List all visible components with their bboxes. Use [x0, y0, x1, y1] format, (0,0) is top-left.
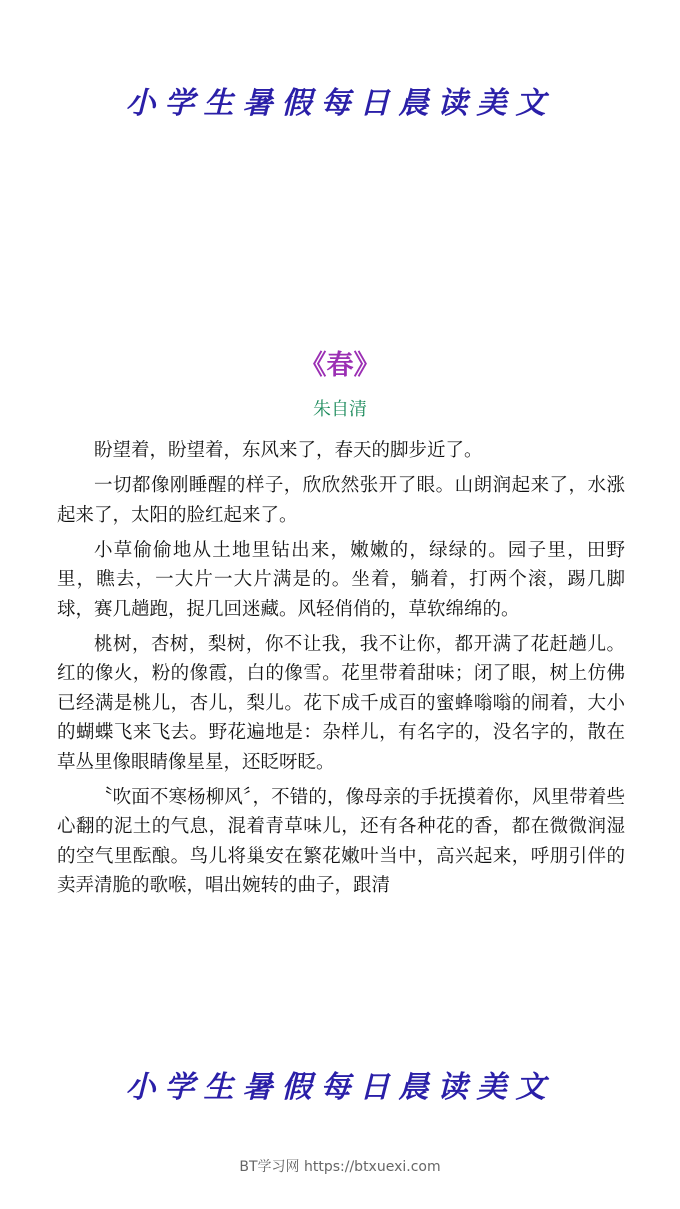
paragraph-2: 一切都像刚睡醒的样子，欣欣然张开了眼。山朗润起来了，水涨起来了，太阳的脸红起来了。 [57, 475, 625, 526]
site-footer-link[interactable]: BT学习网 https://btxuexi.com [239, 1159, 441, 1175]
paragraph-4: 桃树，杏树，梨树，你不让我，我不让你，都开满了花赶趟儿。红的像火，粉的像霞，白的像雪。花里带着甜味；闭了眼，树上仿佛已经满是桃儿，杏儿，梨儿。花下成千成百的蜜蜂嗡嗡的闹着，大小的蝴蝶飞来飞去。野花遍地是：杂样儿，有名字的，没名字的，散在草丛里像眼睛像星星，还眨呀眨。 [57, 633, 625, 773]
article-body [57, 436, 625, 906]
paragraph-5: 〝吹面不寒杨柳风〞，不错的，像母亲的手抚摸着你，风里带着些心翻的泥土的气息，混着青草味儿，还有各种花的香，都在微微润湿的空气里酝酿。鸟儿将巢安在繁花嫩叶当中，高兴起来，呼朋引伴的卖弄清脆的歌喉，唱出婉转的曲子，跟清 [57, 786, 625, 897]
article-author: 朱自清 [313, 399, 367, 420]
paragraph-1: 盼望着，盼望着，东风来了，春天的脚步近了。 [94, 440, 483, 461]
page-banner-top: 小学生暑假每日晨读美文 [125, 86, 555, 121]
page-banner-bottom: 小学生暑假每日晨读美文 [125, 1070, 555, 1105]
paragraph-3: 小草偷偷地从土地里钻出来，嫩嫩的，绿绿的。园子里，田野里，瞧去，一大片一大片满是的。坐着，躺着，打两个滚，踢几脚球，赛几趟跑，捉几回迷藏。风轻俏俏的，草软绵绵的。 [57, 539, 625, 620]
article-title: 《春》 [299, 350, 381, 381]
